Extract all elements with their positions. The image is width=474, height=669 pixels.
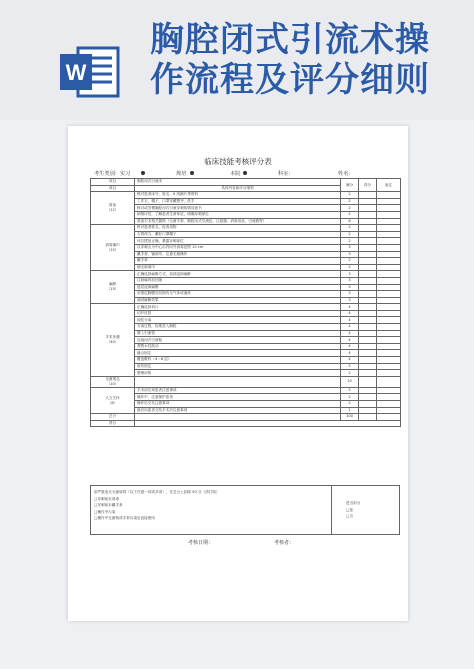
standard-score-cell: 3 xyxy=(341,277,359,284)
total-obtained-cell[interactable] xyxy=(359,414,377,421)
remark-cell[interactable] xyxy=(377,264,401,271)
criteria-text xyxy=(135,376,341,387)
score-cell[interactable] xyxy=(359,231,377,238)
score-cell[interactable] xyxy=(359,264,377,271)
criteria-text: 逐层浸润麻醉 xyxy=(135,284,341,291)
standard-score-cell: 4 xyxy=(341,304,359,311)
standard-score-cell: 4 xyxy=(341,317,359,324)
score-cell[interactable] xyxy=(359,192,377,199)
exam-date-label: 考核日期： xyxy=(188,540,214,546)
score-cell[interactable] xyxy=(359,225,377,232)
table-header-row xyxy=(91,179,401,186)
section-name: 手术步骤 xyxy=(105,335,120,340)
svg-text:W: W xyxy=(65,60,87,85)
score-cell[interactable] xyxy=(359,271,377,278)
document-title: 临床技能考核评分表 xyxy=(204,157,272,166)
table-row xyxy=(91,343,401,350)
score-cell[interactable] xyxy=(359,357,377,364)
table-row xyxy=(91,357,401,364)
header-remark: 备注 xyxy=(377,179,401,192)
standard-score-cell: 2 xyxy=(341,264,359,271)
score-cell[interactable] xyxy=(359,330,377,337)
remark-cell[interactable] xyxy=(377,310,401,317)
criteria-text: 戴手套，铺洞巾，注意无菌操作 xyxy=(135,251,341,258)
remark-cell[interactable] xyxy=(377,363,401,370)
remark-cell[interactable] xyxy=(377,284,401,291)
table-row xyxy=(91,387,401,394)
type1-label: 规培 xyxy=(176,171,187,177)
score-table xyxy=(90,178,401,427)
score-cell[interactable] xyxy=(359,407,377,414)
score-cell[interactable] xyxy=(359,370,377,377)
deduct-yes: □是 xyxy=(346,507,353,512)
score-cell[interactable] xyxy=(359,337,377,344)
criteria-text: 准备手术相关器物（无菌手套、胸腔闭式引流包、注射器、消毒用品、引流瓶等） xyxy=(135,218,341,225)
score-cell[interactable] xyxy=(359,277,377,284)
score-cell[interactable] xyxy=(359,394,377,401)
standard-score-cell: 3 xyxy=(341,284,359,291)
criteria-text: 缝合固定 xyxy=(135,350,341,357)
score-cell[interactable] xyxy=(359,211,377,218)
deduct-label: 是否扣分 xyxy=(346,501,361,505)
remark-cell[interactable] xyxy=(377,387,401,394)
criteria-text: 至壁层胸膜后回抽有无气体或液体 xyxy=(135,291,341,298)
remark-cell[interactable] xyxy=(377,350,401,357)
table-row xyxy=(91,324,401,331)
remark-cell[interactable] xyxy=(377,231,401,238)
rating-label: 得分 xyxy=(91,420,135,427)
header-item: 项目 xyxy=(91,185,135,192)
remark-cell[interactable] xyxy=(377,394,401,401)
table-row xyxy=(91,231,401,238)
score-cell[interactable] xyxy=(359,324,377,331)
rating-row xyxy=(91,420,401,427)
standard-score-cell: 2 xyxy=(341,225,359,232)
criteria-text: 核对或签署胸腔闭式引流穿刺知情同意书 xyxy=(135,205,341,212)
remarks-box xyxy=(90,485,400,535)
section-label xyxy=(91,271,135,304)
section-label xyxy=(91,192,135,225)
remark-cell[interactable] xyxy=(377,277,401,284)
dept-label: 科室： xyxy=(278,171,294,177)
remark-cell[interactable] xyxy=(377,291,401,298)
score-cell[interactable] xyxy=(359,284,377,291)
section-name: 麻醉 xyxy=(108,282,117,287)
score-cell[interactable] xyxy=(359,297,377,304)
criteria-text: 操作后交代注意事项 xyxy=(135,401,341,408)
section-name: 人文关怀 xyxy=(105,395,120,400)
criteria-text: 正确选择切口 xyxy=(135,304,341,311)
remarks-line: □穿刺前未戴手套 xyxy=(94,503,123,507)
section-label xyxy=(91,376,135,387)
remark-cell[interactable] xyxy=(377,251,401,258)
table-row xyxy=(91,258,401,265)
standard-score-cell: 4 xyxy=(341,350,359,357)
standard-score-cell: 4 xyxy=(341,310,359,317)
remark-cell[interactable] xyxy=(377,407,401,414)
remarks-divider xyxy=(331,486,332,534)
section-points: （40） xyxy=(106,340,119,345)
category-label: 考生类别：实习 xyxy=(94,171,131,177)
table-row xyxy=(91,277,401,284)
table-row xyxy=(91,407,401,414)
standard-score-cell: 4 xyxy=(341,324,359,331)
page-title xyxy=(150,20,460,100)
word-document-icon xyxy=(58,40,122,104)
total-score: 100 xyxy=(341,414,359,421)
remark-cell[interactable] xyxy=(377,330,401,337)
page-title-line2: 作流程及评分细则 xyxy=(150,60,430,100)
criteria-text: 铺无菌洞巾 xyxy=(135,264,341,271)
score-cell[interactable] xyxy=(359,343,377,350)
table-row xyxy=(91,297,401,304)
standard-score-cell: 2 xyxy=(341,205,359,212)
table-row xyxy=(91,264,401,271)
criteria-text: 衣着得当，戴好口罩帽子 xyxy=(135,231,341,238)
remarks-line: □穿刺前未消毒 xyxy=(94,496,119,501)
standard-score-cell: 2 xyxy=(341,394,359,401)
table-row xyxy=(91,211,401,218)
score-cell[interactable] xyxy=(359,218,377,225)
standard-score-cell: 4 xyxy=(341,343,359,350)
criteria-text: 病情评估，了解患者生命体征，明确穿刺部位 xyxy=(135,211,341,218)
table-row xyxy=(91,205,401,212)
criteria-text: 连接闭式引流瓶 xyxy=(135,337,341,344)
table-row xyxy=(91,394,401,401)
header-standard-score: 满分 xyxy=(341,179,359,192)
score-cell[interactable] xyxy=(359,291,377,298)
remark-cell[interactable] xyxy=(377,218,401,225)
criteria-text: 最后向患者交待手术后注意事项 xyxy=(135,407,341,414)
table-row xyxy=(91,291,401,298)
remark-cell[interactable] xyxy=(377,357,401,364)
remark-cell[interactable] xyxy=(377,376,401,387)
criteria-text: 正确选择麻醉方式，局部浸润麻醉 xyxy=(135,271,341,278)
standard-score-cell: 2 xyxy=(341,401,359,408)
header-prep-label: 胸腔闭式引流术 xyxy=(135,179,341,186)
standard-score-cell: 2 xyxy=(341,192,359,199)
remark-cell[interactable] xyxy=(377,271,401,278)
score-cell[interactable] xyxy=(359,363,377,370)
remarks-line: □操作中污染 xyxy=(94,509,116,514)
section-label xyxy=(91,304,135,377)
remark-cell[interactable] xyxy=(377,225,401,232)
standard-score-cell: 3 xyxy=(341,244,359,251)
remark-cell[interactable] xyxy=(377,401,401,408)
total-row xyxy=(91,414,401,421)
page-title-line1: 胸腔闭式引流术操 xyxy=(150,20,430,60)
remark-cell[interactable] xyxy=(377,297,401,304)
standard-score-cell: 2 xyxy=(341,211,359,218)
standard-score-cell: 4 xyxy=(341,357,359,364)
criteria-text: 手术前告知患者注意事项 xyxy=(135,387,341,394)
score-cell[interactable] xyxy=(359,304,377,311)
standard-score-cell: 3 xyxy=(341,297,359,304)
score-cell[interactable] xyxy=(359,317,377,324)
remark-cell[interactable] xyxy=(377,343,401,350)
radio-bullet-3 xyxy=(242,170,247,176)
criteria-text: 核对患者姓名，检查用物 xyxy=(135,225,341,232)
criteria-text: 切开皮肤 xyxy=(135,310,341,317)
score-cell[interactable] xyxy=(359,251,377,258)
standard-score-cell: 2 xyxy=(341,363,359,370)
standard-score-cell: 2 xyxy=(341,238,359,245)
score-cell[interactable] xyxy=(359,350,377,357)
table-row xyxy=(91,401,401,408)
table-row xyxy=(91,310,401,317)
table-row xyxy=(91,376,401,387)
remark-cell[interactable] xyxy=(377,258,401,265)
standard-score-cell: 2 xyxy=(341,258,359,265)
section-points: （15） xyxy=(106,287,119,292)
rating-cell[interactable] xyxy=(135,420,401,427)
remark-cell[interactable] xyxy=(377,211,401,218)
table-row xyxy=(91,350,401,357)
remark-cell[interactable] xyxy=(377,192,401,199)
remark-cell[interactable] xyxy=(377,324,401,331)
total-remark-cell xyxy=(377,414,401,421)
score-cell[interactable] xyxy=(359,376,377,387)
section-name: 无菌观念 xyxy=(105,376,120,381)
criteria-text: 胶布固定 xyxy=(135,363,341,370)
section-points: （10） xyxy=(106,381,119,386)
score-cell[interactable] xyxy=(359,258,377,265)
document-preview xyxy=(68,126,408,621)
remark-cell[interactable] xyxy=(377,205,401,212)
table-row xyxy=(91,271,401,278)
score-cell[interactable] xyxy=(359,244,377,251)
table-row xyxy=(91,238,401,245)
criteria-text: 核对患者床号、姓名、X 线胸片等资料 xyxy=(135,192,341,199)
table-row xyxy=(91,198,401,205)
header-item: 项目 xyxy=(91,179,135,186)
section-points: （8） xyxy=(107,400,118,405)
type2-label: 本院 xyxy=(230,171,241,177)
table-row xyxy=(91,317,401,324)
criteria-text: 工作衣、帽子、口罩穿戴整齐，洗手 xyxy=(135,198,341,205)
criteria-text: 测试麻醉效果 xyxy=(135,297,341,304)
standard-score-cell: 3 xyxy=(341,271,359,278)
criteria-text: 以穿刺点为中心由内向外消毒范围 15 cm xyxy=(135,244,341,251)
radio-bullet-2 xyxy=(189,170,194,176)
table-row xyxy=(91,251,401,258)
deduct-no: □否 xyxy=(346,514,353,518)
score-cell[interactable] xyxy=(359,205,377,212)
criteria-text: 分离过程，轻柔进入胸腔 xyxy=(135,324,341,331)
section-label xyxy=(91,225,135,271)
remark-cell[interactable] xyxy=(377,244,401,251)
header-content: 具体内容和评分细则 xyxy=(135,185,341,192)
remarks-line: □操作中无菌物或手套污染后直接使用 xyxy=(94,516,155,520)
table-row xyxy=(91,363,401,370)
total-label: 总分 xyxy=(91,414,135,421)
table-row xyxy=(91,284,401,291)
criteria-text: 置入引流管 xyxy=(135,330,341,337)
remarks-line: 如严重违反无菌原则（以下任意一项或多项），在总分上扣除 50 分（请打钩） xyxy=(94,490,220,494)
table-row xyxy=(91,370,401,377)
standard-score-cell: 2 xyxy=(341,231,359,238)
standard-score-cell: 3 xyxy=(341,291,359,298)
total-spacer xyxy=(135,414,341,421)
standard-score-cell: 2 xyxy=(341,407,359,414)
criteria-text: 观察水柱波动 xyxy=(135,343,341,350)
table-row xyxy=(91,225,401,232)
standard-score-cell: 4 xyxy=(341,337,359,344)
criteria-text: 覆盖敷料（4～6 层） xyxy=(135,357,341,364)
table-row xyxy=(91,244,401,251)
table-row xyxy=(91,337,401,344)
remark-cell[interactable] xyxy=(377,198,401,205)
header-score: 得分 xyxy=(359,179,377,192)
criteria-text: 戴手套 xyxy=(135,258,341,265)
section-points: （15） xyxy=(106,247,119,252)
remark-cell[interactable] xyxy=(377,337,401,344)
standard-score-cell: 2 xyxy=(341,370,359,377)
criteria-text: 钝性分离 xyxy=(135,317,341,324)
name-label: 姓名： xyxy=(338,171,354,177)
table-row xyxy=(91,192,401,199)
standard-score-cell: 2 xyxy=(341,198,359,205)
criteria-text: 体位摆放正确，暴露穿刺部位 xyxy=(135,238,341,245)
standard-score-cell: 6 xyxy=(341,218,359,225)
standard-score-cell: 4 xyxy=(341,330,359,337)
table-row xyxy=(91,330,401,337)
remark-cell[interactable] xyxy=(377,317,401,324)
standard-score-cell: 2 xyxy=(341,387,359,394)
examiner-label: 考核者： xyxy=(274,540,295,546)
score-cell[interactable] xyxy=(359,401,377,408)
table-row xyxy=(91,304,401,311)
section-points: （12） xyxy=(106,208,119,213)
table-row xyxy=(91,218,401,225)
remark-cell[interactable] xyxy=(377,238,401,245)
radio-bullet-1 xyxy=(140,170,145,176)
criteria-text: 操作中，注意保护患者 xyxy=(135,394,341,401)
score-cell[interactable] xyxy=(359,387,377,394)
remark-cell[interactable] xyxy=(377,370,401,377)
criteria-text: 注射麻药前回抽 xyxy=(135,277,341,284)
section-name: 消毒铺巾 xyxy=(105,242,120,247)
section-label xyxy=(91,387,135,413)
score-cell[interactable] xyxy=(359,238,377,245)
section-name: 准备 xyxy=(108,203,117,208)
standard-score-cell: 3 xyxy=(341,251,359,258)
score-cell[interactable] xyxy=(359,310,377,317)
standard-score-cell: 10 xyxy=(341,376,359,387)
remark-cell[interactable] xyxy=(377,304,401,311)
score-cell[interactable] xyxy=(359,198,377,205)
criteria-text: 整理用物 xyxy=(135,370,341,377)
